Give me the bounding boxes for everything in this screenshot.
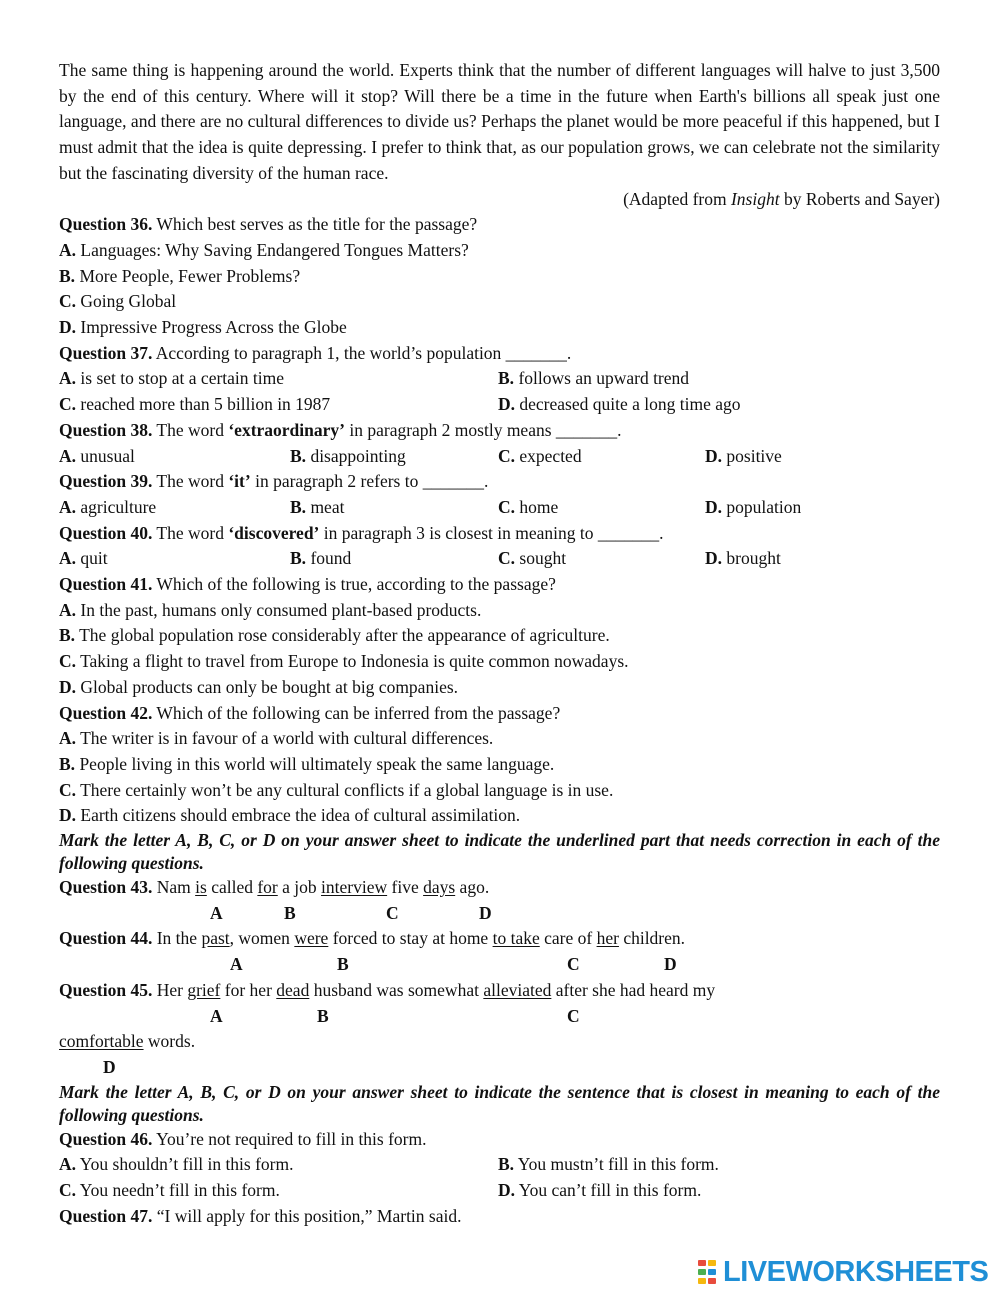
q42-option-b[interactable]: B. People living in this world will ultimately speak the same language.: [59, 753, 555, 774]
q39-option-d[interactable]: D. population: [705, 496, 802, 517]
q38-option-d[interactable]: D. positive: [705, 445, 782, 466]
question-45-continued: comfortable words.: [59, 1031, 196, 1052]
liveworksheets-logo-icon: [698, 1258, 720, 1286]
q38-option-a[interactable]: A. unusual: [59, 445, 135, 466]
q43-letter-b: B: [284, 902, 296, 923]
q43-part-d[interactable]: days: [423, 877, 456, 898]
q42-option-c[interactable]: C. There certainly won’t be any cultural conflicts if a global language is in use.: [59, 779, 614, 800]
question-42: Question 42. Which of the following can be inferred from the passage?: [59, 702, 561, 723]
q40-options-row: [59, 546, 940, 572]
q38-option-c[interactable]: C. expected: [498, 445, 582, 466]
q39-option-b[interactable]: B. meat: [290, 496, 345, 517]
q46-option-a[interactable]: A. You shouldn’t fill in this form.: [59, 1154, 294, 1175]
q45-part-d[interactable]: comfortable: [59, 1031, 144, 1052]
question-36: Question 36. Which best serves as the title for the passage?: [59, 214, 478, 235]
q42-option-d[interactable]: D. Earth citizens should embrace the idea of cultural assimilation.: [59, 805, 521, 826]
q44-letter-a: A: [230, 954, 243, 975]
q44-part-c[interactable]: to take: [492, 928, 540, 949]
q43-letter-d: D: [479, 902, 492, 923]
q41-option-d[interactable]: D. Global products can only be bought at big companies.: [59, 676, 459, 697]
q45-part-c[interactable]: alleviated: [483, 979, 552, 1000]
q44-letter-d: D: [664, 954, 677, 975]
q41-option-b[interactable]: B. The global population rose considerably after the appearance of agriculture.: [59, 625, 610, 646]
q40-option-b[interactable]: B. found: [290, 548, 352, 569]
q46-option-d[interactable]: D. You can’t fill in this form.: [498, 1179, 702, 1200]
question-37: Question 37. According to paragraph 1, the world’s population _______.: [59, 342, 572, 363]
q44-letter-b: B: [337, 954, 349, 975]
q44-part-b[interactable]: were: [294, 928, 329, 949]
q43-part-b[interactable]: for: [257, 877, 278, 898]
q36-option-d[interactable]: D. Impressive Progress Across the Globe: [59, 317, 347, 338]
instruction-error-identification: Mark the letter A, B, C, or D on your answer sheet to indicate the underlined part that needs correction in each of the following questions.: [59, 830, 940, 874]
q45-part-letters-row-2: [59, 1055, 940, 1081]
q37-options-row-1: [59, 366, 940, 392]
q43-part-c[interactable]: interview: [321, 877, 388, 898]
q40-option-a[interactable]: A. quit: [59, 548, 108, 569]
reading-passage-paragraph: The same thing is happening around the world. Experts think that the number of different languages will halve to just 3,500 by the end of this century. Where will it stop? Will there be a time in the future when Earth's billions all speak just one language, and there are no cultural differences to divide us? Perhaps the planet would be more peaceful if this happened, but I must admit that the idea is quite depressing. I prefer to think that, as our population grows, we can celebrate not the similarity but the fascinating diversity of the human race.: [59, 60, 940, 183]
q37-option-b[interactable]: B. follows an upward trend: [498, 368, 690, 389]
q45-part-a[interactable]: grief: [187, 979, 221, 1000]
q36-option-a[interactable]: A. Languages: Why Saving Endangered Tongues Matters?: [59, 239, 469, 260]
question-40: Question 40. The word ‘discovered’ in paragraph 3 is closest in meaning to _______.: [59, 522, 664, 543]
q37-option-d[interactable]: D. decreased quite a long time ago: [498, 394, 741, 415]
question-46: Question 46. You’re not required to fill in this form.: [59, 1128, 427, 1149]
q41-option-c[interactable]: C. Taking a flight to travel from Europe to Indonesia is quite common nowadays.: [59, 651, 629, 672]
question-41: Question 41. Which of the following is true, according to the passage?: [59, 573, 556, 594]
question-45: Question 45. Her grief for her dead husband was somewhat alleviated after she had heard my: [59, 979, 716, 1000]
q41-option-a[interactable]: A. In the past, humans only consumed plant-based products.: [59, 599, 482, 620]
q46-options-row-2: [59, 1178, 940, 1204]
q45-part-letters-row-1: [59, 1004, 940, 1030]
q45-letter-d: D: [103, 1056, 116, 1077]
liveworksheets-logo[interactable]: [698, 1255, 988, 1289]
question-44: Question 44. In the past, women were forced to stay at home to take care of her children.: [59, 928, 686, 949]
question-43: Question 43. Nam is called for a job interview five days ago.: [59, 877, 490, 898]
q43-letter-a: A: [210, 902, 223, 923]
q44-part-a[interactable]: past: [201, 928, 230, 949]
q45-letter-b: B: [317, 1005, 329, 1026]
q46-option-c[interactable]: C. You needn’t fill in this form.: [59, 1179, 280, 1200]
q46-option-b[interactable]: B. You mustn’t fill in this form.: [498, 1154, 719, 1175]
q45-letter-a: A: [210, 1005, 223, 1026]
source-book-title: Insight: [730, 188, 780, 209]
question-39: Question 39. The word ‘it’ in paragraph 2 refers to _______.: [59, 471, 489, 492]
q43-letter-c: C: [386, 902, 399, 923]
q43-part-letters: [59, 901, 940, 927]
passage-source: (Adapted from Insight by Roberts and Sayer): [623, 188, 940, 209]
q45-letter-c: C: [567, 1005, 580, 1026]
q36-option-c[interactable]: C. Going Global: [59, 291, 177, 312]
q39-options-row: [59, 495, 940, 521]
q44-part-letters: [59, 952, 940, 978]
q44-letter-c: C: [567, 954, 580, 975]
q42-option-a[interactable]: A. The writer is in favour of a world with cultural differences.: [59, 728, 494, 749]
q39-keyword: ‘it’: [228, 471, 251, 492]
q36-option-b[interactable]: B. More People, Fewer Problems?: [59, 265, 301, 286]
q39-option-a[interactable]: A. agriculture: [59, 496, 157, 517]
q38-keyword: ‘extraordinary’: [228, 419, 345, 440]
q39-option-c[interactable]: C. home: [498, 496, 559, 517]
q38-option-b[interactable]: B. disappointing: [290, 445, 406, 466]
instruction-closest-meaning: Mark the letter A, B, C, or D on your answer sheet to indicate the sentence that is closest in meaning to each of the following questions.: [59, 1081, 940, 1125]
q37-options-row-2: [59, 392, 940, 418]
q38-options-row: [59, 444, 940, 470]
q40-keyword: ‘discovered’: [228, 522, 320, 543]
q44-part-d[interactable]: her: [596, 928, 619, 949]
question-38: Question 38. The word ‘extraordinary’ in paragraph 2 mostly means _______.: [59, 419, 622, 440]
q37-option-a[interactable]: A. is set to stop at a certain time: [59, 368, 285, 389]
q40-option-d[interactable]: D. brought: [705, 548, 781, 569]
q45-part-b[interactable]: dead: [276, 979, 310, 1000]
logo-text: LIVEWORKSHEETS: [723, 1255, 989, 1288]
question-47: Question 47. “I will apply for this position,” Martin said.: [59, 1205, 462, 1226]
q37-option-c[interactable]: C. reached more than 5 billion in 1987: [59, 394, 331, 415]
q40-option-c[interactable]: C. sought: [498, 548, 567, 569]
q43-part-a[interactable]: is: [195, 877, 207, 898]
q46-options-row-1: [59, 1152, 940, 1178]
worksheet-page: [59, 58, 940, 1229]
